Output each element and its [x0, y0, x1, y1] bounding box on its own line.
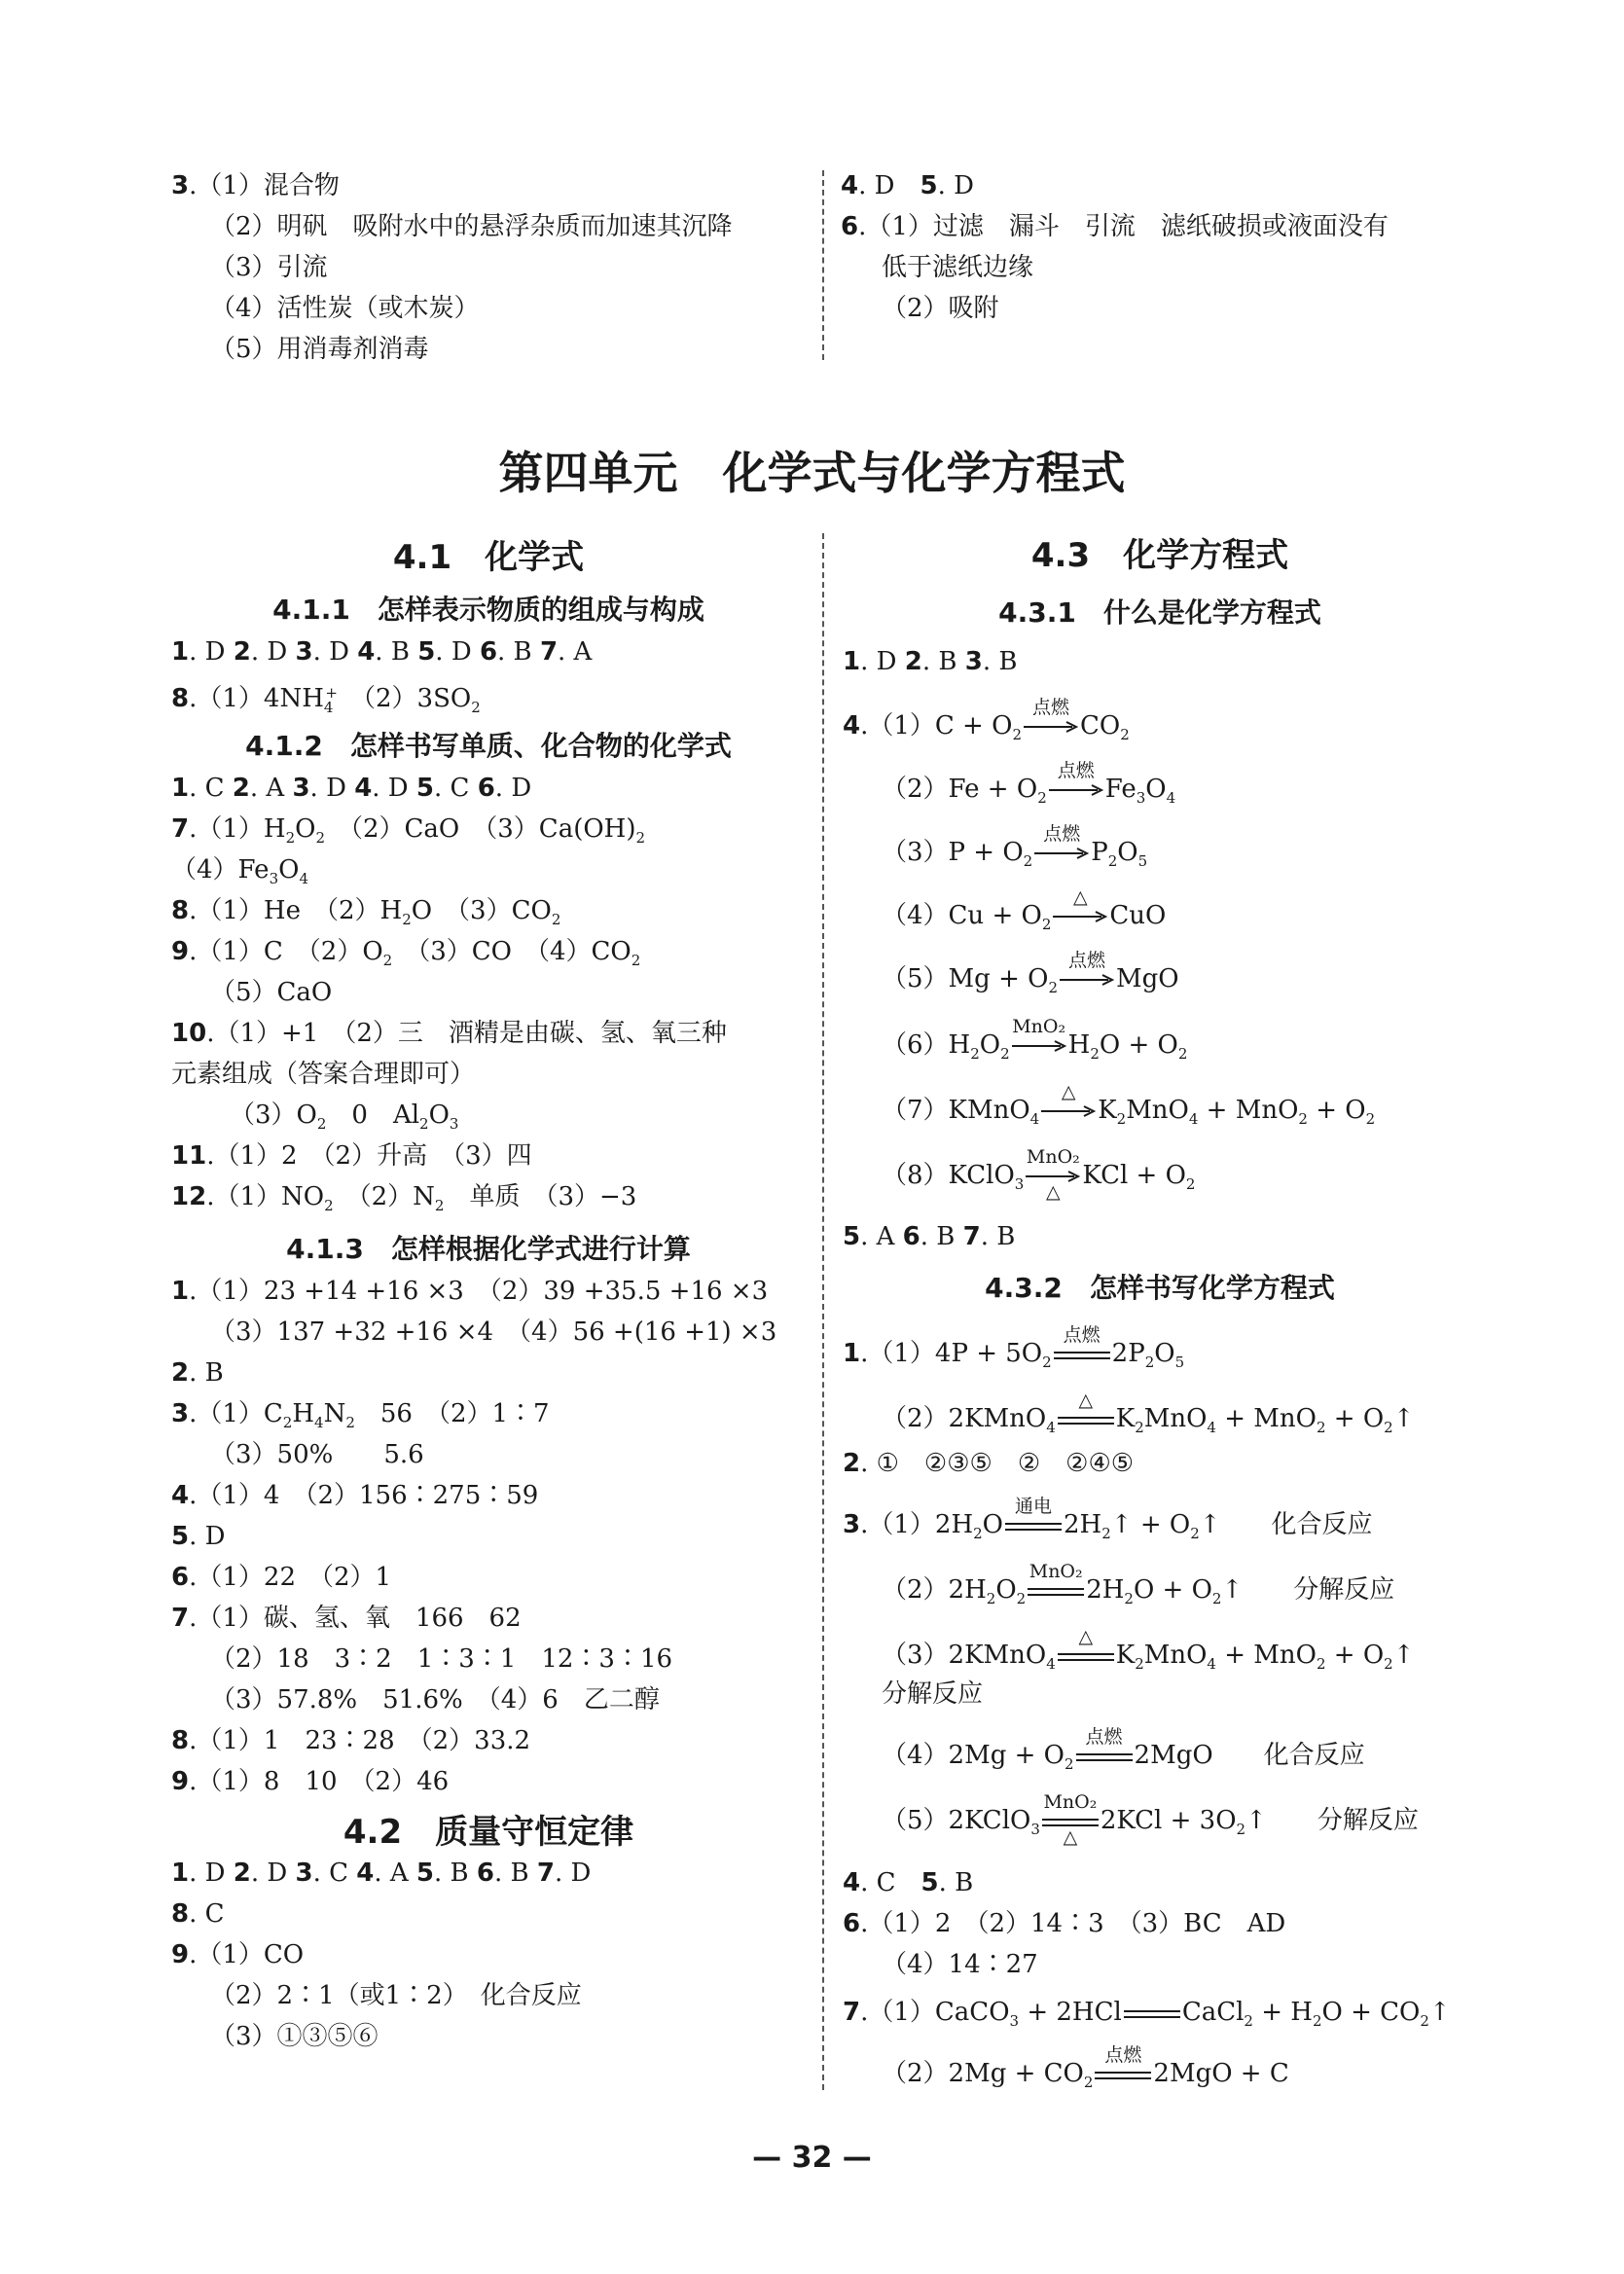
answer-4-3-2-6-4: （4）14∶27	[882, 1950, 1038, 1979]
answer-4-1-3-4: 4.（1）4 （2）156∶275∶59	[171, 1481, 539, 1510]
answer-6: 6.（1）过滤 漏斗 引流 滤纸破损或液面没有	[841, 212, 1389, 241]
equation-4-2: $(2)Fe + O_2$ 点燃 $Fe_3O_4$	[882, 760, 1176, 807]
equation-4-3-2-1-2: （2）2KMnO$_4$ △ $K_2MnO_4 + MnO_2$ + $O_2↑$	[882, 1390, 1415, 1436]
answer-4-1-3-8: 8.（1）1 23∶28 （2）33.2	[171, 1726, 531, 1755]
equation-4-7: （7）KMnO$_4$ △ $K_2MnO_4 + MnO_2 + O_2$	[882, 1081, 1376, 1128]
answers-4-3-1-5-7: 5. A 6. B 7. B	[843, 1222, 1016, 1251]
unit-title: 第四单元 化学式与化学方程式	[498, 447, 1126, 499]
answer-4-1-3-7-2: （2）18 3∶2 1∶3∶1 12∶3∶16	[210, 1644, 673, 1674]
answer-4-3-2-6: 6.（1）2 （2）14∶3 （3）BC AD	[843, 1909, 1286, 1938]
equals-sign: 通电	[1005, 1516, 1062, 1535]
equals-sign: △	[1058, 1646, 1114, 1666]
answer-3-4: （4）活性炭（或木炭）	[210, 294, 480, 323]
equation-4-3-2-3-5: （5）2KClO$_3$ MnO₂ △ $2KCl + 3O_2↑$ 分解反应	[882, 1791, 1419, 1848]
page-number: — 32 —	[752, 2141, 872, 2175]
answer-4-1-2-10-cont: 元素组成（答案合理即可）	[171, 1060, 476, 1089]
reaction-arrow: 点燃	[1060, 970, 1114, 990]
section-4-3-title: 4.3 化学方程式	[1030, 536, 1289, 575]
answer-4-2-9-3: （3）①③⑤⑥	[210, 2022, 379, 2051]
column-divider-main	[822, 533, 824, 2090]
section-4-1-3-title: 4.1.3 怎样根据化学式进行计算	[286, 1233, 691, 1265]
equals-sign: 点燃	[1054, 1345, 1110, 1364]
answer-4-1-3-1: 1.（1）23 +14 +16 ×3 （2）39 +35.5 +16 ×3	[171, 1277, 769, 1306]
equation-4-3-2-3-4: $(4)2Mg + O_2$ 点燃 2MgO 化合反应	[882, 1726, 1365, 1773]
answer-4-1-3-7: 7.（1）碳、氢、氧 166 62	[171, 1604, 522, 1633]
equals-sign: 点燃	[1095, 2065, 1151, 2084]
answer-3: 3.（1）混合物	[171, 171, 340, 200]
answer-4-2-9: 9.（1）CO	[171, 1940, 305, 1969]
answer-4-3-2-2: 2. ① ②③⑤ ② ②④⑤	[843, 1449, 1135, 1478]
reaction-arrow: 点燃	[1024, 717, 1078, 737]
answer-4-1-3-2: 2. B	[171, 1358, 224, 1388]
equation-4-3-2-3-1: $3.(1)2H_2O$ 通电 $2H_2↑$ + $O_2↑$ 化合反应	[843, 1496, 1373, 1542]
answer-4-1-2-10-3: $(3)O_2$ 0 $Al_2O_3$	[230, 1101, 459, 1133]
equals-sign: MnO₂ △	[1043, 1791, 1098, 1848]
section-4-3-2-title: 4.3.2 怎样书写化学方程式	[985, 1272, 1335, 1304]
answer-4-1-2-8: 8.（1）He $(2)H_2O$ $(3)CO_2$	[171, 896, 561, 928]
answers-4-2-mc: 1. D 2. D 3. C 4. A 5. B 6. B 7. D	[171, 1859, 592, 1888]
answer-4-1-3-7-3: （3）57.8% 51.6% （4）6 乙二醇	[210, 1685, 660, 1715]
reaction-arrow: 点燃	[1049, 780, 1103, 800]
equation-4-3-2-3-3-type: 分解反应	[882, 1679, 984, 1709]
answer-4-1-3-3-3: （3）50% 5.6	[210, 1440, 424, 1469]
answer-6-cont: 低于滤纸边缘	[882, 253, 1034, 282]
reaction-arrow: 点燃	[1034, 844, 1089, 863]
answers-4-3-1-mc: 1. D 2. B 3. B	[843, 647, 1018, 676]
equation-4-4: $(4)Cu + O_2$ △ CuO	[882, 886, 1167, 933]
answer-3-3: （3）引流	[210, 253, 328, 282]
answer-4-1-2-9-5: （5）CaO	[210, 978, 333, 1007]
answer-4-1-2-7: $7.(1)H_2O_2$ （2）CaO $(3)Ca(OH)_2$	[171, 814, 646, 847]
equation-4-1: $4.(1)C + O_2$ 点燃 $CO_2$	[843, 697, 1130, 743]
answer-4-1-2-7-4: $(4)Fe_3O_4$	[171, 855, 308, 887]
column-divider	[822, 170, 824, 360]
answer-4-1-3-6: 6.（1）22 （2）1	[171, 1563, 392, 1592]
answer-4-1-1-8: $8.(1)4NH_4^+$ $(2)3SO_2$	[171, 684, 481, 716]
answer-3-5: （5）用消毒剂消毒	[210, 335, 429, 364]
section-4-1-1-title: 4.1.1 怎样表示物质的组成与构成	[272, 594, 704, 626]
reaction-arrow: △	[1041, 1101, 1096, 1121]
equals-sign: MnO₂	[1028, 1581, 1084, 1601]
equation-4-5: $(5)Mg + O_2$ 点燃 MgO	[882, 950, 1179, 996]
reaction-arrow: MnO₂	[1012, 1036, 1066, 1056]
equals-sign: △	[1058, 1410, 1114, 1429]
answer-4-1-2-12: $12.(1)NO_2$ $(2)N_2$ 单质 （3）−3	[171, 1182, 637, 1214]
equation-4-3-2-3-3: （3）2KMnO$_4$ △ $K_2MnO_4 + MnO_2$ + $O_2↑$	[882, 1626, 1415, 1673]
answer-4-1-2-9: 9.（1）C $(2)O_2$ （3）CO $(4)CO_2$	[171, 937, 641, 969]
equals-sign: 点燃	[1076, 1747, 1133, 1766]
equation-4-3-2-1-1: $1.(1)4P + 5O_2$ 点燃 $2P_2O_5$	[843, 1324, 1185, 1371]
section-4-2-title: 4.2 质量守恒定律	[343, 1813, 634, 1852]
answer-6-2: （2）吸附	[882, 294, 999, 323]
answer-4-2-8: 8. C	[171, 1899, 225, 1929]
answers-4-1-2-mc: 1. C 2. A 3. D 4. D 5. C 6. D	[171, 774, 532, 803]
answer-4-5: 4. D 5. D	[841, 171, 974, 200]
answer-4-2-9-2: （2）2∶1（或1∶2） 化合反应	[210, 1981, 582, 2010]
answers-4-1-1-mc: 1. D 2. D 3. D 4. B 5. D 6. B 7. A	[171, 637, 593, 667]
equation-4-3: $(3)P + O_2$ 点燃 $P_2O_5$	[882, 823, 1148, 870]
section-4-1-2-title: 4.1.2 怎样书写单质、化合物的化学式	[245, 730, 732, 762]
answer-4-1-3-5: 5. D	[171, 1522, 226, 1551]
answer-4-1-3-9: 9.（1）8 10 （2）46	[171, 1767, 450, 1796]
section-4-1-title: 4.1 化学式	[392, 538, 585, 577]
equation-4-3-2-7-2: $(2)2Mg + CO_2$ 点燃 2MgO + C	[882, 2044, 1289, 2091]
answer-3-2: （2）明矾 吸附水中的悬浮杂质而加速其沉降	[210, 212, 733, 241]
answer-4-1-2-10: 10.（1）+1 （2）三 酒精是由碳、氢、氧三种	[171, 1019, 727, 1048]
answers-4-3-2-4-5: 4. C 5. B	[843, 1868, 974, 1897]
equation-4-8: （8）KClO$_3$ MnO₂ △ KCl + $O_2$	[882, 1146, 1196, 1203]
answer-4-1-2-11: 11.（1）2 （2）升高 （3）四	[171, 1141, 532, 1171]
equals-sign	[1124, 2003, 1180, 2023]
equation-4-3-2-7-1: 7.（1）CaCO$_3$ + 2HCl CaCl$_2$ + $H_2O$ + $CO_2↑$	[843, 1998, 1451, 2030]
answer-4-1-3-1-3: （3）137 +32 +16 ×4 （4）56 +(16 +1) ×3	[210, 1317, 777, 1347]
section-4-3-1-title: 4.3.1 什么是化学方程式	[998, 596, 1321, 629]
equation-4-3-2-3-2: $(2)2H_2O_2$ MnO₂ $2H_2O$ + $O_2↑$ 分解反应	[882, 1561, 1395, 1607]
reaction-arrow: △	[1053, 907, 1107, 926]
equation-4-6: $(6)H_2O_2$ MnO₂ $H_2O + O_2$	[882, 1016, 1188, 1063]
reaction-arrow: MnO₂ △	[1026, 1146, 1080, 1203]
answer-4-1-3-3: $3.(1)C_2H_4N_2$ 56 （2）1∶7	[171, 1399, 550, 1431]
